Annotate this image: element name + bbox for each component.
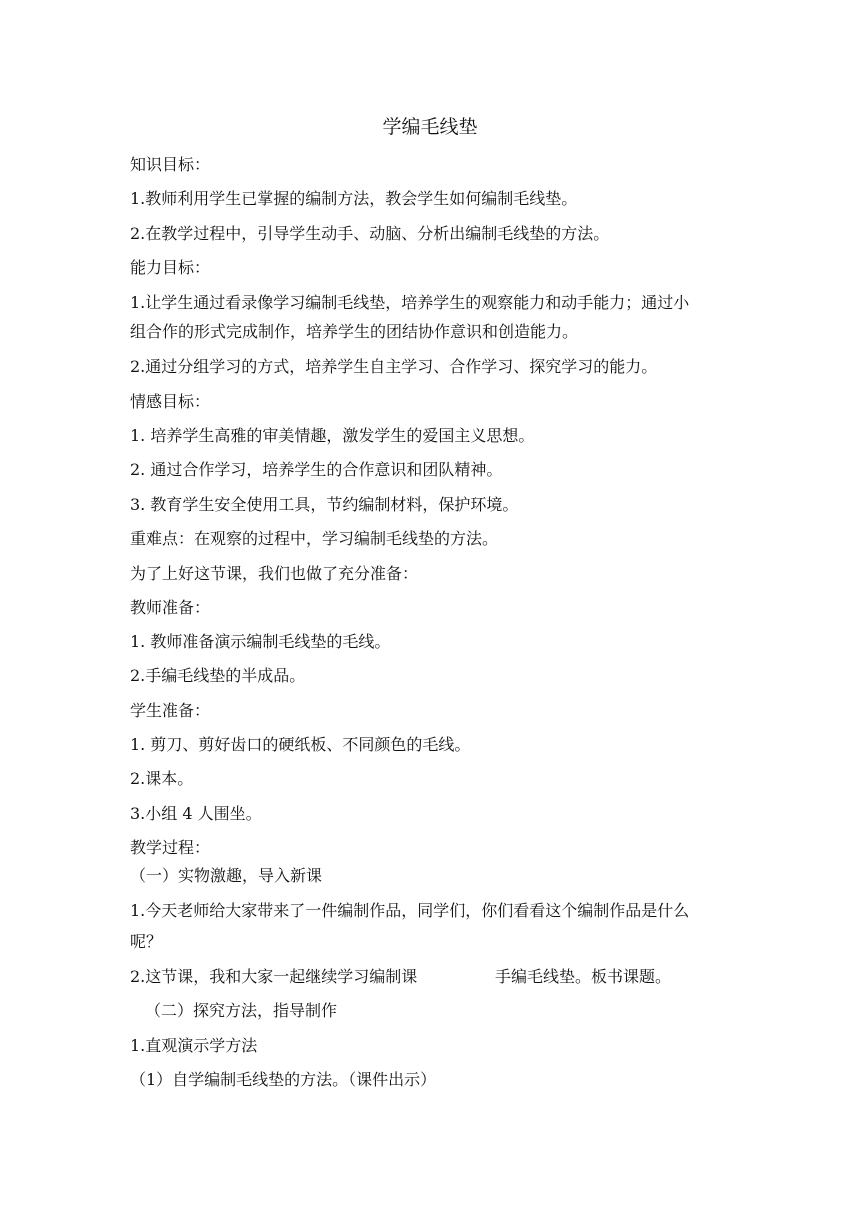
paragraph-line: 2.课本。 [130, 769, 194, 788]
paragraph-line: 1.今天老师给大家带来了一件编制作品，同学们，你们看看这个编制作品是什么 [130, 901, 690, 920]
paragraph-line: 1. 剪刀、剪好齿口的硬纸板、不同颜色的毛线。 [130, 735, 471, 754]
document-title: 学编毛线垫 [382, 116, 478, 138]
paragraph-line: 3.小组 4 人围坐。 [130, 804, 262, 823]
section-heading-student-preparation: 学生准备： [130, 701, 211, 720]
paragraph-line: 呢？ [130, 932, 163, 951]
paragraph-line-key-points: 重难点：在观察的过程中，学习编制毛线垫的方法。 [130, 529, 499, 548]
paragraph-line: 2.在教学过程中，引导学生动手、动脑、分析出编制毛线垫的方法。 [130, 224, 610, 243]
subsection-heading: （一）实物激趣，导入新课 [130, 866, 323, 885]
paragraph-line: 2. 通过合作学习，培养学生的合作意识和团队精神。 [130, 460, 503, 479]
paragraph-line: 2.这节课，我和大家一起继续学习编制课 [130, 967, 418, 986]
paragraph-line: 1.让学生通过看录像学习编制毛线垫，培养学生的观察能力和动手能力；通过小 [130, 293, 690, 312]
paragraph-line: 2.通过分组学习的方式，培养学生自主学习、合作学习、探究学习的能力。 [130, 357, 658, 376]
section-heading-emotion-goals: 情感目标： [130, 392, 211, 411]
paragraph-line-continuation: 手编毛线垫。板书课题。 [495, 967, 672, 986]
section-heading-ability-goals: 能力目标： [130, 258, 211, 277]
section-heading-knowledge-goals: 知识目标： [130, 155, 211, 174]
paragraph-line: 1.教师利用学生已掌握的编制方法，教会学生如何编制毛线垫。 [130, 189, 578, 208]
paragraph-line: 2.手编毛线垫的半成品。 [130, 666, 306, 685]
paragraph-line: 1.直观演示学方法 [130, 1036, 258, 1055]
section-heading-teacher-preparation: 教师准备： [130, 598, 211, 617]
paragraph-line: 1. 教师准备演示编制毛线垫的毛线。 [130, 632, 391, 651]
paragraph-line: 3. 教育学生安全使用工具，节约编制材料，保护环境。 [130, 495, 519, 514]
subsection-heading: （二）探究方法，指导制作 [145, 1001, 338, 1020]
paragraph-line: 1. 培养学生高雅的审美情趣，激发学生的爱国主义思想。 [130, 426, 535, 445]
paragraph-line: 组合作的形式完成制作，培养学生的团结协作意识和创造能力。 [130, 322, 579, 341]
paragraph-line: 为了上好这节课，我们也做了充分准备： [130, 564, 419, 583]
paragraph-line: （1）自学编制毛线垫的方法。（课件出示） [130, 1070, 437, 1089]
section-heading-teaching-process: 教学过程： [130, 838, 211, 857]
